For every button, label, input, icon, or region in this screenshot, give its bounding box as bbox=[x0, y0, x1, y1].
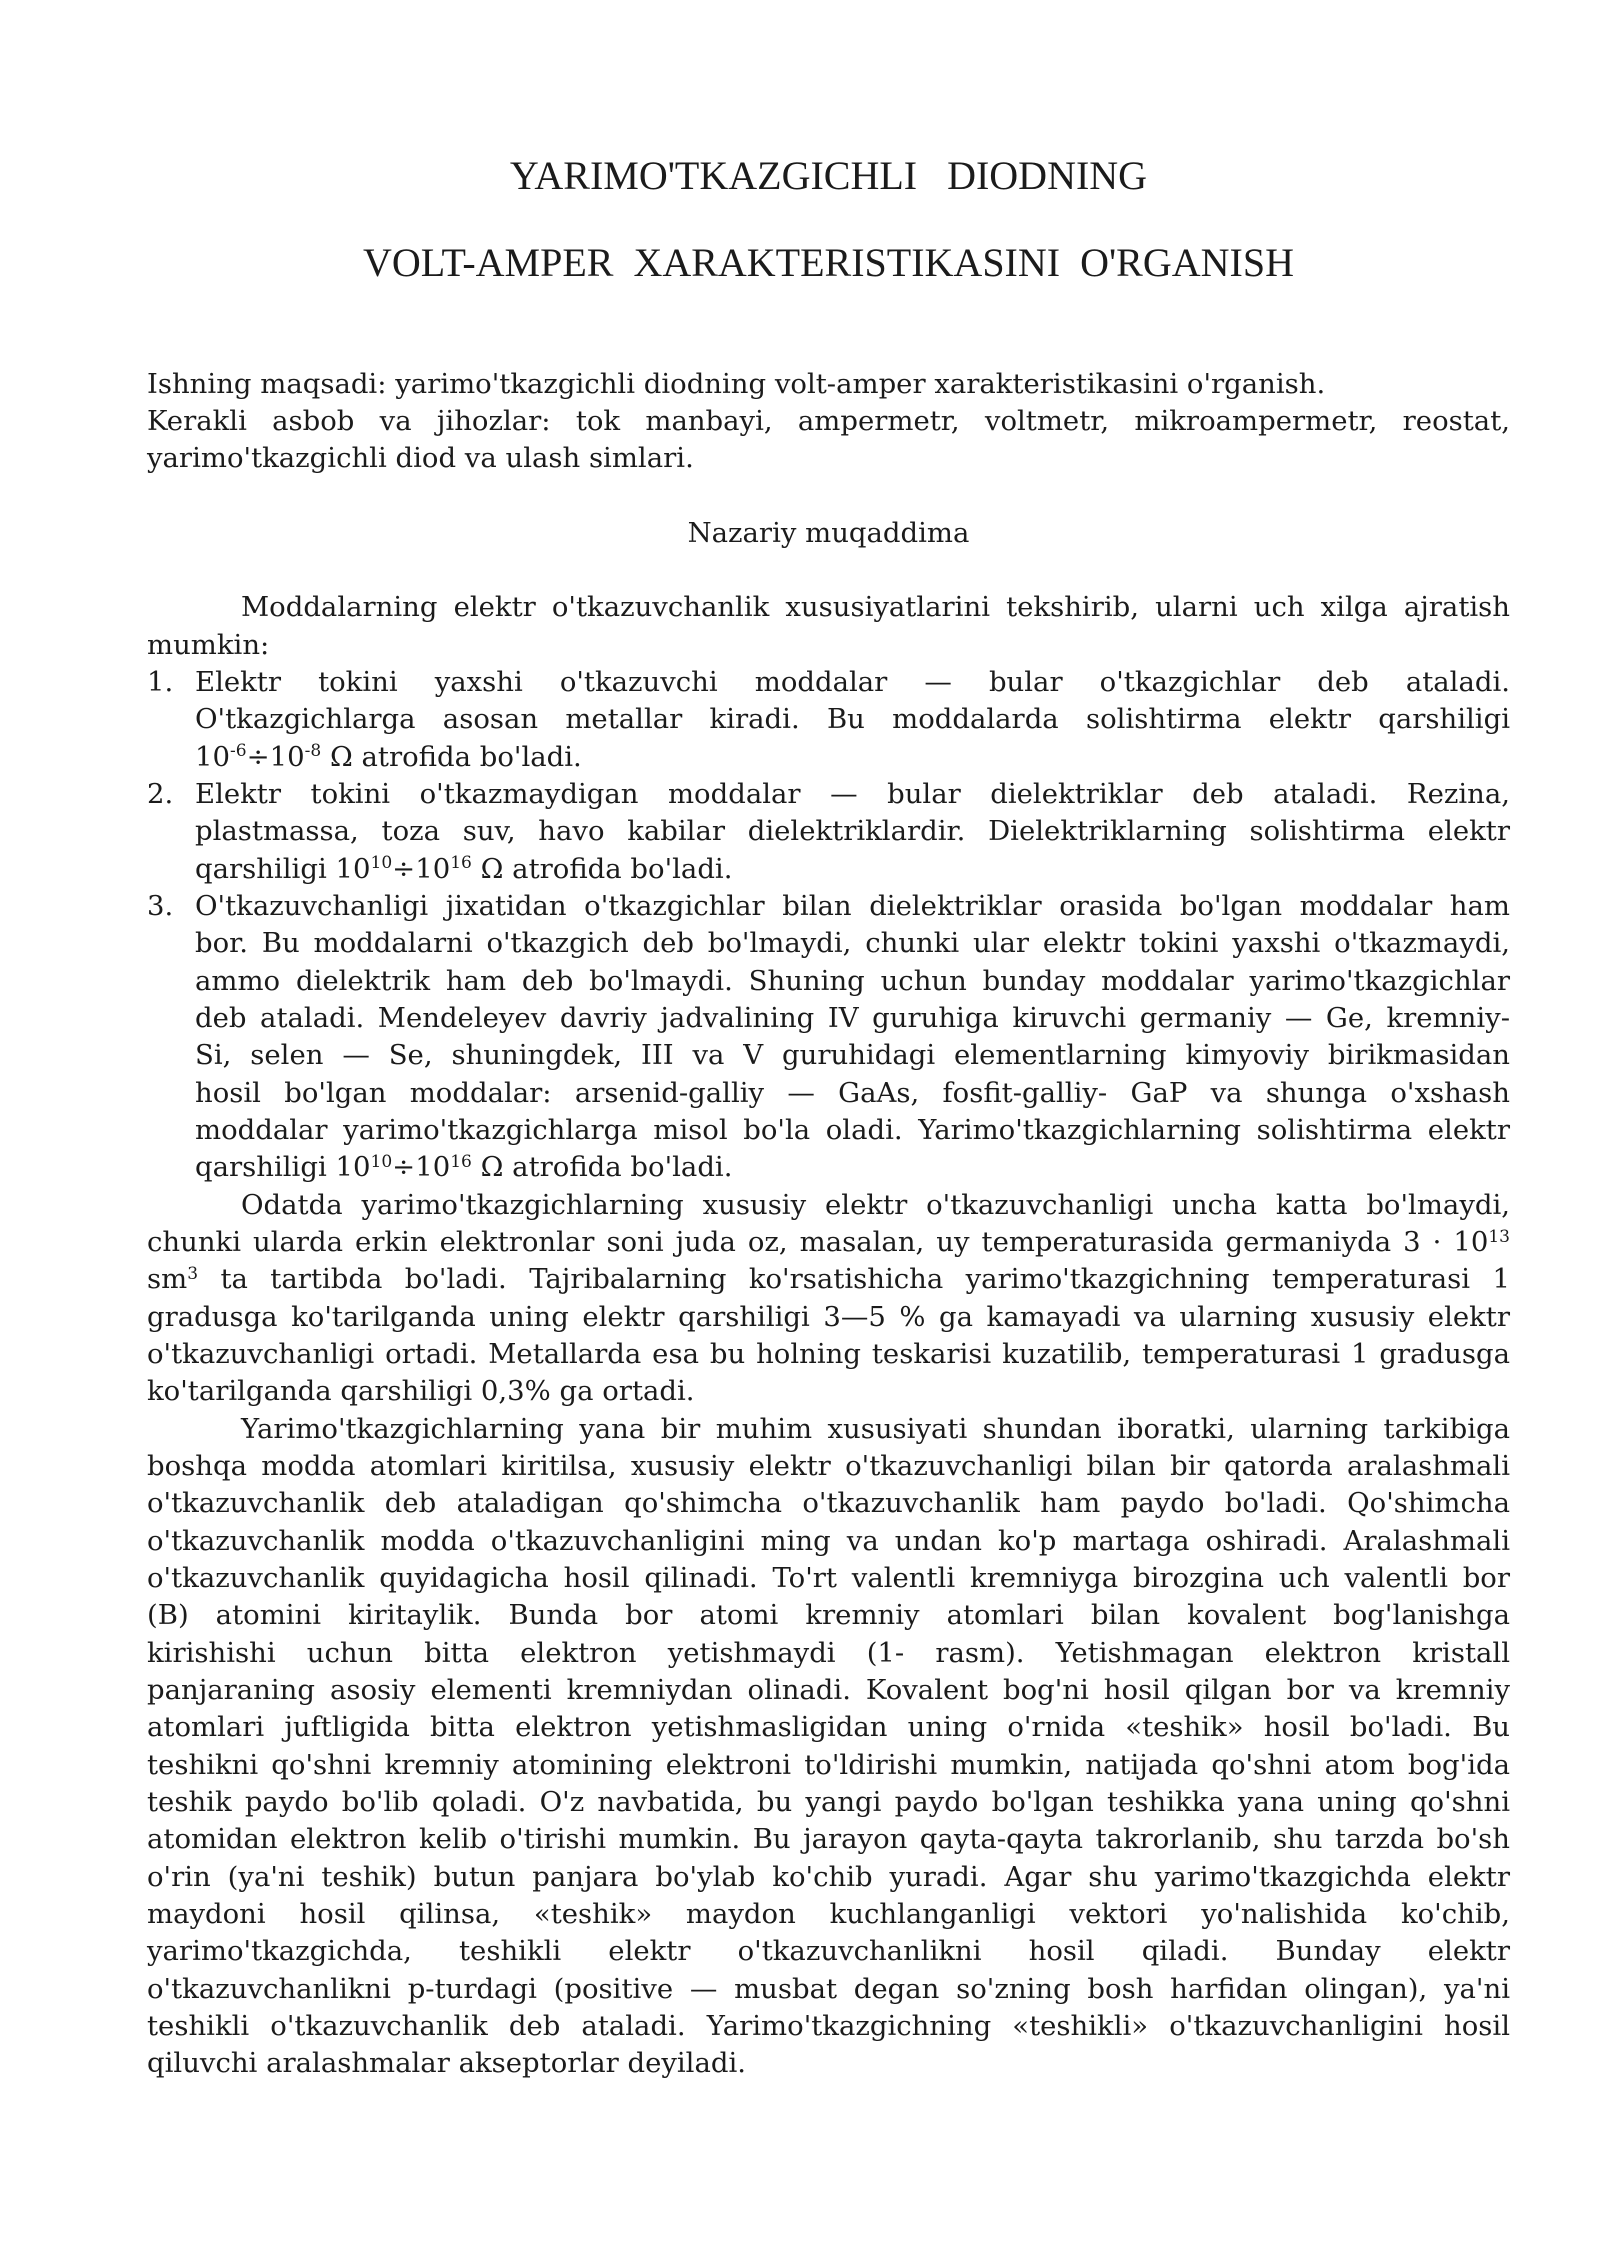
text-segment: 10 bbox=[195, 740, 230, 773]
text-line: o'rin (ya'ni teshik) butun panjara bo'ylab ko'chib yuradi. Agar shu yarimo'tkazgichda elektr bbox=[147, 1860, 1510, 1893]
text-segment: ta tartibda bo'ladi. Tajribalarning ko'rsatishicha yarimo'tkazgichning temperaturasi 1 bbox=[198, 1263, 1510, 1296]
text-line: kirishishi uchun bitta elektron yetishmaydi (1- rasm). Yetishmagan elektron kristall bbox=[147, 1636, 1510, 1669]
list-item bbox=[147, 664, 1510, 776]
text-line: Yarimo'tkazgichlarning yana bir muhim xususiyati shundan iboratki, ularning tarkibiga bbox=[241, 1412, 1510, 1445]
text-segment: chunki ularda erkin elektronlar soni juda oz, masalan, uy temperaturasida germaniyda 3 · 10 bbox=[147, 1226, 1489, 1259]
text-segment: Ω atrofida bo'ladi. bbox=[321, 740, 582, 773]
text-line: ammo dielektrik ham deb bo'lmaydi. Shuning uchun bunday moddalar yarimo'tkazgichlar bbox=[195, 964, 1510, 997]
superscript: 10 bbox=[370, 853, 393, 874]
superscript: -6 bbox=[230, 741, 247, 762]
text-line: hosil bo'lgan moddalar: arsenid-galliy — GaAs, fosfit-galliy- GaP va shunga o'xshash bbox=[195, 1076, 1510, 1109]
text-line: ko'tarilganda qarshiligi 0,3% ga ortadi. bbox=[147, 1375, 695, 1408]
text-line bbox=[147, 1261, 1510, 1298]
text-line: deb ataladi. Mendeleyev davriy jadvalining IV guruhiga kiruvchi germaniy — Ge, kremniy- bbox=[195, 1002, 1510, 1035]
text-line: Moddalarning elektr o'tkazuvchanlik xususiyatlarini tekshirib, ularni uch xilga ajratish bbox=[241, 591, 1510, 624]
section-heading bbox=[147, 515, 1510, 552]
text-line: (B) atomini kiritaylik. Bunda bor atomi kremniy atomlari bilan kovalent bog'lanishga bbox=[147, 1599, 1510, 1632]
text-line: o'tkazuvchanlik modda o'tkazuvchanligini ming va undan ko'p martaga oshiradi. Aralashmali bbox=[147, 1524, 1510, 1557]
text-line: teshikni qo'shni kremniy atomining elektroni to'ldirishi mumkin, natijada qo'shni atom bog'ida bbox=[147, 1748, 1510, 1781]
text-segment: Ω atrofida bo'ladi. bbox=[471, 1151, 733, 1184]
superscript: 16 bbox=[450, 1152, 472, 1173]
list-item bbox=[147, 888, 1510, 1187]
text-line: Ishning maqsadi: yarimo'tkazgichli diodning volt-amper xarakteristikasini o'rganish. bbox=[147, 367, 1326, 400]
superscript: 13 bbox=[1488, 1226, 1510, 1247]
document-title bbox=[147, 153, 1510, 286]
text-segment: ÷10 bbox=[246, 740, 305, 773]
text-line: Elektr tokini yaxshi o'tkazuvchi moddalar — bular o'tkazgichlar deb ataladi. bbox=[195, 666, 1510, 699]
superscript: 3 bbox=[187, 1264, 199, 1284]
text-segment: ÷10 bbox=[392, 852, 451, 885]
text-line: Kerakli asbob va jihozlar: tok manbayi, ampermetr, voltmetr, mikroampermetr, reostat, bbox=[147, 404, 1510, 437]
paragraph bbox=[147, 1187, 1510, 1411]
text-line: plastmassa, toza suv, havo kabilar dielektriklardir. Dielektriklarning solishtirma elektr bbox=[195, 815, 1510, 848]
text-line: Si, selen — Se, shuningdek, III va V guruhidagi elementlarning kimyoviy birikmasidan bbox=[195, 1039, 1510, 1072]
text-line: atomlari juftligida bitta elektron yetishmasligidan uning o'rnida «teshik» hosil bo'ladi. Bu bbox=[147, 1711, 1510, 1744]
text-line: bor. Bu moddalarni o'tkazgich deb bo'lmaydi, chunki ular elektr tokini yaxshi o'tkazmaydi, bbox=[195, 927, 1510, 960]
text-line: maydoni hosil qilinsa, «teshik» maydon kuchlanganligi vektori yo'nalishida ko'chib, bbox=[147, 1897, 1510, 1930]
superscript: 16 bbox=[450, 853, 472, 874]
superscript: 10 bbox=[370, 1152, 393, 1173]
list-number: 2. bbox=[147, 778, 174, 811]
text-line: Odatda yarimo'tkazgichlarning xususiy elektr o'tkazuvchanligi uncha katta bo'lmaydi, bbox=[241, 1188, 1510, 1221]
list-number: 1. bbox=[147, 666, 174, 699]
text-segment: sm bbox=[147, 1263, 188, 1296]
text-line: qiluvchi aralashmalar akseptorlar deyiladi. bbox=[147, 2047, 747, 2080]
text-line: Elektr tokini o'tkazmaydigan moddalar — bular dielektriklar deb ataladi. Rezina, bbox=[195, 778, 1510, 811]
text-line: o'tkazuvchanlikni p-turdagi (positive — musbat degan so'zning bosh harfidan olingan), ya'ni bbox=[147, 1972, 1510, 2005]
text-line bbox=[195, 1149, 1510, 1186]
superscript: -8 bbox=[304, 741, 322, 762]
text-line: mumkin: bbox=[147, 628, 270, 661]
text-line: o'tkazuvchanlik deb ataladigan qo'shimcha o'tkazuvchanlik ham paydo bo'ladi. Qo'shimcha bbox=[147, 1487, 1510, 1520]
list-item bbox=[147, 776, 1510, 888]
text-segment: qarshiligi 10 bbox=[195, 1151, 371, 1184]
text-line: o'tkazuvchanligi ortadi. Metallarda esa bu holning teskarisi kuzatilib, temperaturasi 1 gradusga bbox=[147, 1338, 1510, 1371]
text-line: boshqa modda atomlari kiritilsa, xususiy elektr o'tkazuvchanligi bilan bir qatorda aralashmali bbox=[147, 1450, 1510, 1483]
text-line: O'tkazuvchanligi jixatidan o'tkazgichlar bilan dielektriklar orasida bo'lgan moddalar ham bbox=[195, 890, 1510, 923]
text-line: Nazariy muqaddima bbox=[687, 516, 970, 549]
text-line: gradusga ko'tarilganda uning elektr qarshiligi 3—5 % ga kamayadi va ularning xususiy elektr bbox=[147, 1300, 1510, 1333]
text-segment: ÷10 bbox=[392, 1151, 451, 1184]
title-line: YARIMO'TKAZGICHLI DIODNING bbox=[509, 153, 1148, 198]
text-segment: Ω atrofida bo'ladi. bbox=[471, 852, 733, 885]
text-line bbox=[195, 851, 1510, 888]
text-segment: qarshiligi 10 bbox=[195, 852, 371, 885]
text-line: panjaraning asosiy elementi kremniydan olinadi. Kovalent bog'ni hosil qilgan bor va kremniy bbox=[147, 1673, 1510, 1706]
text-line bbox=[195, 739, 1510, 776]
text-line: atomidan elektron kelib o'tirishi mumkin. Bu jarayon qayta-qayta takrorlanib, shu tarzda bo'sh bbox=[147, 1823, 1510, 1856]
text-line: teshik paydo bo'lib qoladi. O'z navbatida, bu yangi paydo bo'lgan teshikka yana uning qo'shni bbox=[147, 1785, 1510, 1818]
intro-paragraph bbox=[147, 589, 1510, 664]
equipment-paragraph bbox=[147, 403, 1510, 478]
text-line bbox=[147, 1224, 1510, 1261]
purpose-paragraph bbox=[147, 366, 1510, 403]
paragraph bbox=[147, 1411, 1510, 2083]
text-line: yarimo'tkazgichli diod va ulash simlari. bbox=[147, 442, 694, 475]
text-line: yarimo'tkazgichda, teshikli elektr o'tkazuvchanlikni hosil qiladi. Bunday elektr bbox=[147, 1935, 1510, 1968]
document-body bbox=[147, 366, 1510, 2083]
text-line: O'tkazgichlarga asosan metallar kiradi. Bu moddalarda solishtirma elektr qarshiligi bbox=[195, 703, 1510, 736]
text-line: o'tkazuvchanlik quyidagicha hosil qilinadi. To'rt valentli kremniyga birozgina uch valentli bor bbox=[147, 1562, 1510, 1594]
list-number: 3. bbox=[147, 890, 174, 923]
text-line: moddalar yarimo'tkazgichlarga misol bo'la oladi. Yarimo'tkazgichlarning solishtirma elektr bbox=[195, 1114, 1510, 1147]
text-line: teshikli o'tkazuvchanlik deb ataladi. Yarimo'tkazgichning «teshikli» o'tkazuvchanligini hosil bbox=[147, 2009, 1510, 2042]
title-line: VOLT-AMPER XARAKTERISTIKASINI O'RGANISH bbox=[363, 240, 1294, 285]
